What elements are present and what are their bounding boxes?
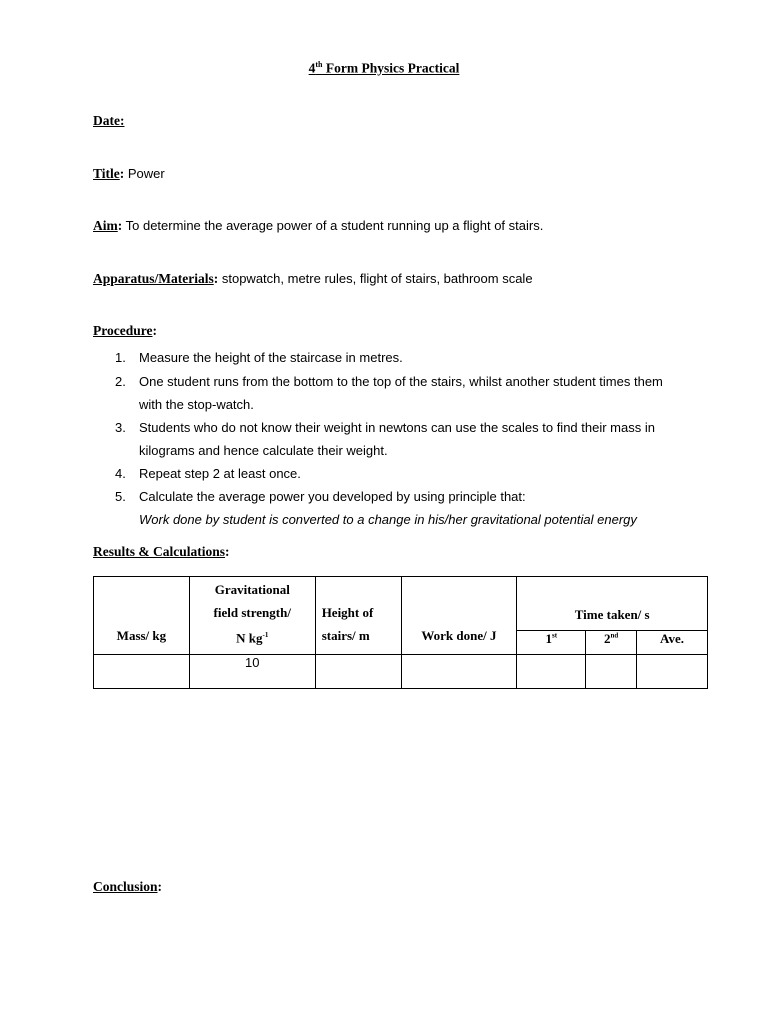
cell-time-average	[637, 655, 708, 689]
principle-statement: Work done by student is converted to a change in his/her gravitational potential energy	[139, 512, 637, 527]
header-gravitational-field-strength: Gravitational field strength/ N $kg^{-1}$	[189, 577, 315, 655]
procedure-step: 1. Measure the height of the staircase in metres.	[115, 350, 403, 365]
procedure-step: 2. One student runs from the bottom to the top of the stairs, whilst another student times them	[115, 374, 663, 389]
results-table	[93, 576, 708, 689]
conclusion-heading: Conclusion:	[93, 879, 163, 894]
header-time-2nd: 2nd	[586, 631, 637, 655]
results-heading: Results & Calculations:	[93, 544, 230, 559]
title-line: Title: Power	[93, 166, 165, 181]
aim-line: Aim: To determine the average power of a student running up a flight of stairs.	[93, 218, 544, 233]
header-height-of-stairs: Height of stairs/ m	[315, 577, 401, 655]
procedure-step-continuation: with the stop-watch.	[139, 397, 254, 412]
procedure-step-continuation: kilograms and hence calculate their weight.	[139, 443, 388, 458]
apparatus-line: Apparatus/Materials: stopwatch, metre rules, flight of stairs, bathroom scale	[93, 271, 533, 286]
cell-mass	[94, 655, 190, 689]
header-time-average: Ave.	[637, 631, 708, 655]
procedure-heading: Procedure:	[93, 323, 157, 338]
procedure-step: 4. Repeat step 2 at least once.	[115, 466, 301, 481]
cell-gravitational-field-strength: 10	[189, 655, 315, 689]
cell-work-done	[401, 655, 517, 689]
header-time-1st: 1st	[517, 631, 586, 655]
header-time-taken: Time taken/ s	[517, 577, 708, 631]
cell-height	[315, 655, 401, 689]
cell-time-1st	[517, 655, 586, 689]
header-mass: Mass/ kg	[94, 577, 190, 655]
page-title: 4th Form Physics Practical	[308, 60, 460, 76]
procedure-step: 5. Calculate the average power you developed by using principle that:	[115, 489, 526, 504]
date-label: Date:	[93, 113, 125, 128]
header-work-done: Work done/ J	[401, 577, 517, 655]
cell-time-2nd	[586, 655, 637, 689]
procedure-step: 3. Students who do not know their weight in newtons can use the scales to find their mass in	[115, 420, 655, 435]
